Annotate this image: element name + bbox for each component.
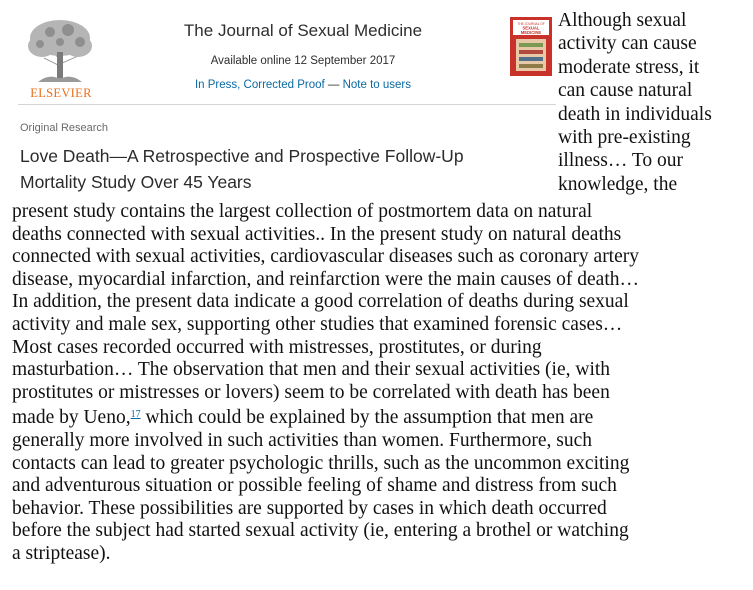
- quote-line: generally more involved in such activities than women. Furthermore, such: [12, 429, 592, 451]
- quote-line: prostitutes or mistresses or lovers) seem to be correlated with death has been: [12, 381, 610, 403]
- quote-line: and adventurous situation or possible feeling of shame and distress from such: [12, 475, 617, 497]
- cover-line-1: THE JOURNAL OF: [517, 22, 545, 26]
- article-title: [20, 143, 555, 195]
- availability-date: Available online 12 September 2017: [210, 55, 396, 67]
- quote-line: activity and male sex, supporting other studies that examined forensic cases…: [12, 313, 623, 335]
- quote-line: deaths connected with sexual activities.. In the present study on natural deaths: [12, 223, 622, 245]
- quote-line-end: which could be explained by the assumption that men are: [140, 407, 594, 429]
- reference-link[interactable]: 17: [130, 409, 141, 421]
- publisher-name: ELSEVIER: [30, 86, 92, 100]
- quote-line: connected with sexual activities, cardiovascular diseases such as coronary artery: [12, 246, 639, 268]
- quote-line: present study contains the largest collection of postmortem data on natural: [12, 201, 593, 222]
- citation-superscript: [131, 409, 141, 420]
- quote-line: knowledge, the: [558, 173, 678, 195]
- quote-text-side-column: [558, 9, 752, 196]
- note-to-users-link[interactable]: Note to users: [342, 79, 412, 91]
- quote-line: moderate stress, it: [558, 56, 700, 78]
- quote-line-with-citation: [12, 404, 750, 430]
- quote-line: a striptease).: [12, 542, 111, 564]
- journal-cover-thumbnail[interactable]: [510, 17, 552, 76]
- quote-line: Although sexual: [558, 10, 687, 31]
- journal-title[interactable]: The Journal of Sexual Medicine: [183, 21, 423, 40]
- quote-line: masturbation… The observation that men and their sexual activities (ie, with: [12, 359, 611, 381]
- link-separator: —: [324, 79, 343, 91]
- cover-line-2: SEXUAL: [522, 25, 540, 31]
- quote-line: activity can cause: [558, 33, 697, 55]
- article-title-line: Mortality Study Over 45 Years: [20, 172, 252, 192]
- header-divider: [18, 104, 556, 105]
- in-press-link[interactable]: In Press, Corrected Proof: [194, 79, 325, 91]
- quote-line: before the subject had started sexual activity (ie, entering a brothel or watching: [12, 520, 629, 542]
- quote-line: behavior. These possibilities are supported by cases in which death occurred: [12, 497, 607, 519]
- quote-line: disease, myocardial infarction, and reinfarction were the main causes of death…: [12, 268, 639, 290]
- quote-line: death in individuals: [558, 103, 712, 125]
- quote-line: with pre-existing: [558, 127, 691, 149]
- press-status-line: [113, 79, 493, 91]
- elsevier-tree-logo: [20, 16, 100, 98]
- quote-line: contacts can lead to greater psychologic thrills, such as the uncommon exciting: [12, 452, 630, 474]
- article-type-label: Original Research: [20, 122, 109, 134]
- quote-line: illness… To our: [558, 150, 684, 172]
- cover-line-3: MEDICINE: [520, 30, 542, 35]
- quote-line: Most cases recorded occurred with mistresses, prostitutes, or during: [12, 336, 542, 358]
- quote-text-body: [12, 201, 750, 566]
- quote-line: can cause natural: [558, 80, 693, 102]
- quote-line: In addition, the present data indicate a good correlation of deaths during sexual: [12, 291, 629, 313]
- quote-line-start: made by Ueno,: [12, 407, 131, 429]
- article-title-line: Love Death—A Retrospective and Prospective Follow-Up: [20, 146, 464, 166]
- journal-header: [18, 10, 556, 105]
